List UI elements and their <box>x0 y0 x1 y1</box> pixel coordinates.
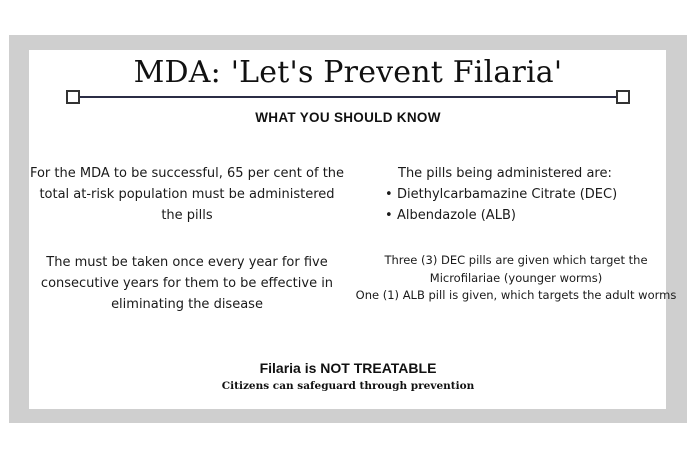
bullet-icon: • <box>385 187 393 202</box>
title-divider <box>80 96 616 98</box>
list-item <box>385 205 617 226</box>
footer-subline: Citizens can safeguard through prevention <box>221 380 475 392</box>
page-title: MDA: 'Let's Prevent Filaria' <box>133 55 563 90</box>
pills-heading: The pills being administered are: <box>398 166 612 181</box>
success-threshold-text: For the MDA to be successful, 65 per cent of the total at-risk population must be administered the pills <box>29 166 345 223</box>
bullet-icon: • <box>385 208 393 223</box>
alb-note: One (1) ALB pill is given, which targets the adult worms <box>355 288 677 302</box>
dosage-schedule-text: The must be taken once every year for five consecutive years for them to be effective in eliminating the disease <box>40 255 334 312</box>
info-card <box>29 50 666 409</box>
pill-notes <box>355 252 677 305</box>
section-subtitle: WHAT YOU SHOULD KNOW <box>255 110 441 125</box>
pill-name-alb: Albendazole (ALB) <box>397 208 516 223</box>
footer-headline: Filaria is NOT TREATABLE <box>259 360 437 376</box>
pill-name-dec: Diethylcarbamazine Citrate (DEC) <box>397 187 618 202</box>
pill-list <box>385 184 617 226</box>
list-item <box>385 184 617 205</box>
divider-right-square-icon <box>616 90 630 104</box>
divider-left-square-icon <box>66 90 80 104</box>
dec-note: Three (3) DEC pills are given which target the Microfilariae (younger worms) <box>384 253 648 285</box>
